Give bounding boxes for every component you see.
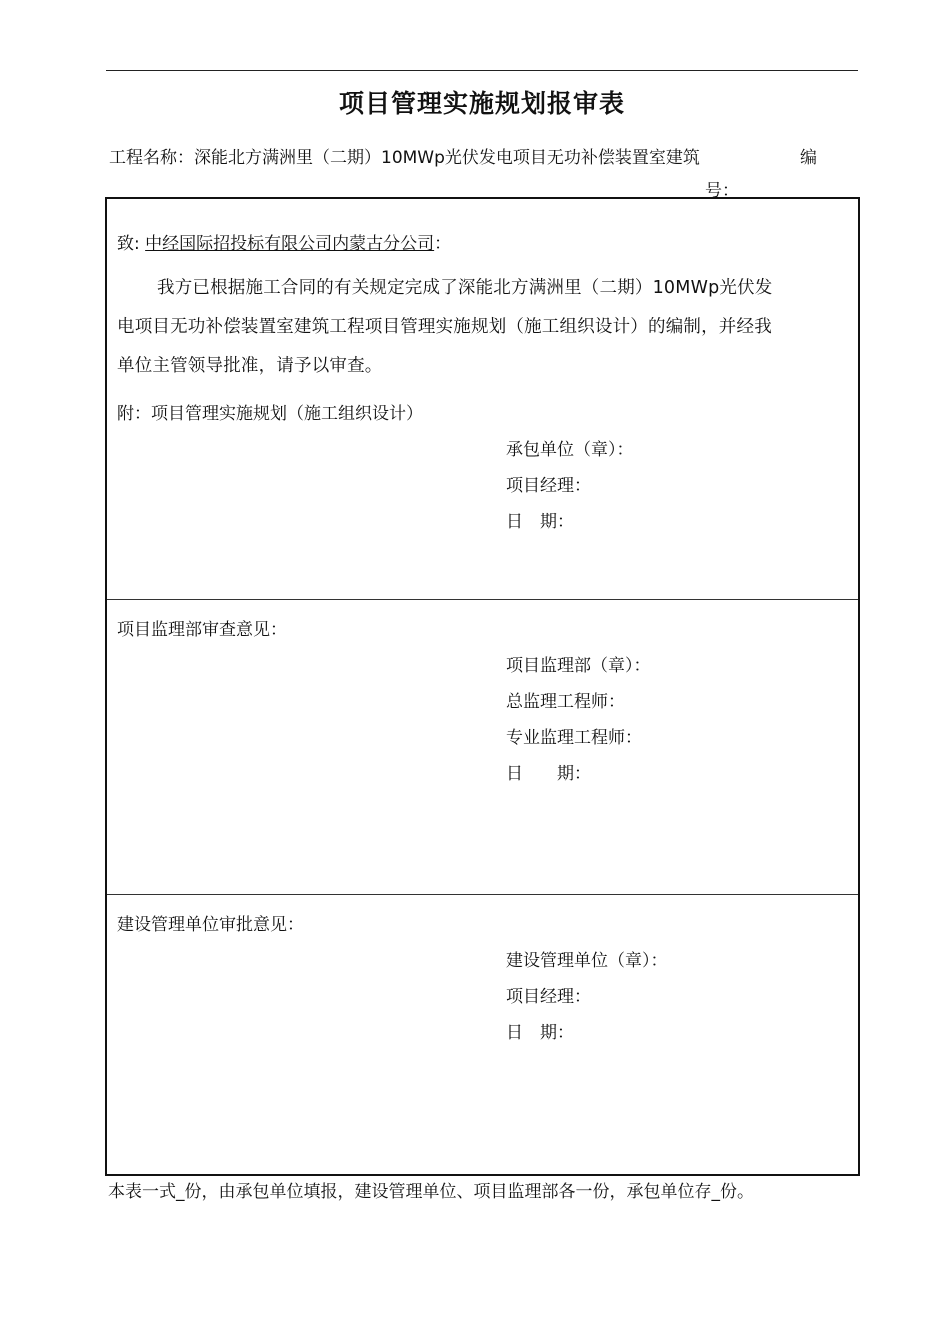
number-label-part2: 号： bbox=[705, 181, 739, 201]
footer-note: 本表一式_份，由承包单位填报，建设管理单位、项目监理部各一份，承包单位存_份。 bbox=[108, 1182, 754, 1202]
project-manager-label: 项目经理： bbox=[506, 476, 591, 496]
body-line-1: 我方已根据施工合同的有关规定完成了深能北方满洲里（二期）10MWp光伏发 bbox=[157, 278, 773, 298]
supervision-date-label: 日 期： bbox=[506, 764, 591, 784]
form-title: 项目管理实施规划报审表 bbox=[338, 89, 625, 118]
project-name: 深能北方满洲里（二期）10MWp光伏发电项目无功补偿装置室建筑 bbox=[194, 148, 700, 168]
project-label: 工程名称： bbox=[109, 148, 194, 168]
number-label-part1: 编 bbox=[800, 148, 817, 168]
recipient-name: 中经国际招投标有限公司内蒙古分公司 bbox=[145, 234, 435, 254]
supervision-heading: 项目监理部审查意见： bbox=[117, 620, 287, 640]
body-line-3: 单位主管领导批准，请予以审查。 bbox=[117, 356, 383, 376]
approval-form-box bbox=[105, 197, 860, 1176]
supervision-seal-label: 项目监理部（章）： bbox=[506, 656, 651, 676]
top-rule bbox=[106, 70, 858, 71]
construction-pm-label: 项目经理： bbox=[506, 987, 591, 1007]
body-line-2: 电项目无功补偿装置室建筑工程项目管理实施规划（施工组织设计）的编制，并经我 bbox=[117, 317, 772, 337]
addressee-colon: ： bbox=[434, 234, 452, 254]
to-label: 致: bbox=[117, 234, 140, 254]
contractor-seal-label: 承包单位（章）： bbox=[506, 440, 634, 460]
specialty-engineer-label: 专业监理工程师： bbox=[506, 728, 642, 748]
construction-heading: 建设管理单位审批意见： bbox=[117, 915, 304, 935]
section-divider-1 bbox=[107, 599, 858, 600]
section-divider-2 bbox=[107, 894, 858, 895]
date-label: 日 期： bbox=[506, 512, 574, 532]
construction-date-label: 日 期： bbox=[506, 1023, 574, 1043]
addressee-line bbox=[117, 229, 451, 254]
attachment-line: 附：项目管理实施规划（施工组织设计） bbox=[117, 404, 423, 424]
construction-seal-label: 建设管理单位（章）： bbox=[506, 951, 668, 971]
chief-engineer-label: 总监理工程师： bbox=[506, 692, 625, 712]
project-name-line bbox=[109, 143, 700, 168]
